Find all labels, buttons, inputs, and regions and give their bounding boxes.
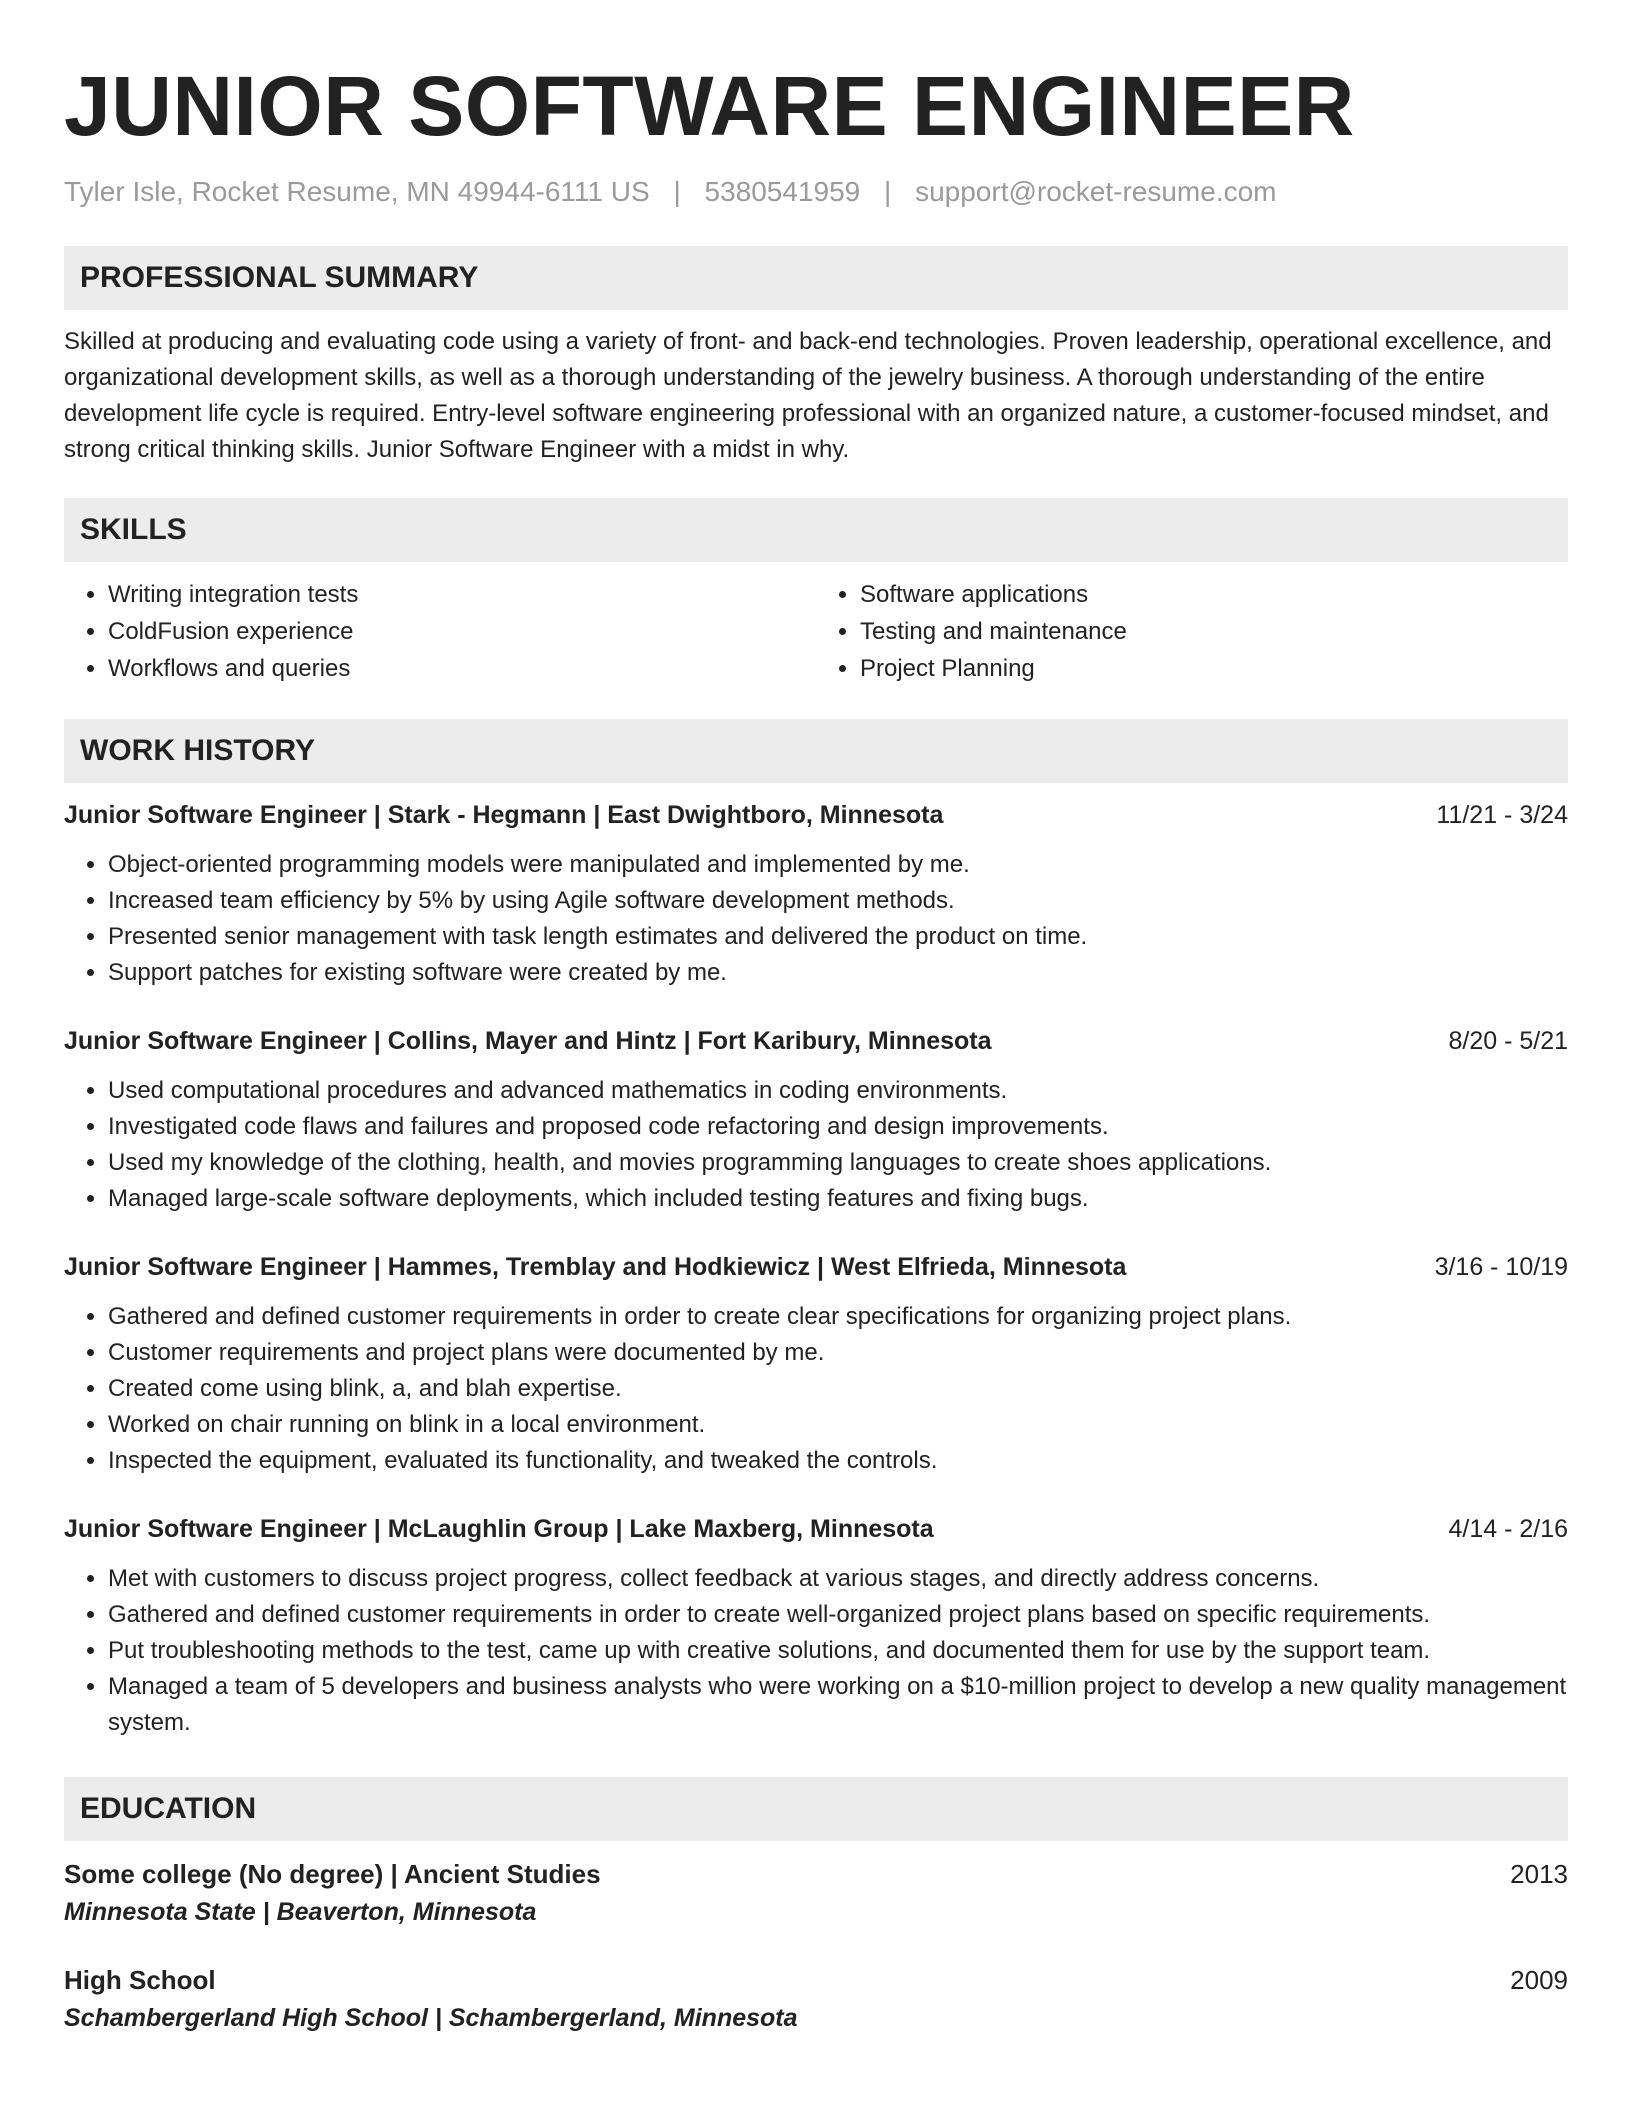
job-header <box>64 1249 1568 1285</box>
education-year: 2013 <box>1510 1859 1568 1889</box>
education-entry <box>64 1855 1568 1931</box>
contact-line <box>64 172 1568 212</box>
job-bullet: • Managed large-scale software deployments, which included testing features and fixing bugs. <box>108 1181 1568 1217</box>
skill-item: • ColdFusion experience <box>108 613 816 650</box>
job-header <box>64 1023 1568 1059</box>
job-bullet: • Presented senior management with task length estimates and delivered the product on time. <box>108 919 1568 955</box>
job-dates: 3/16 - 10/19 <box>1434 1253 1568 1281</box>
job-entry <box>64 1023 1568 1217</box>
contact-phone: 5380541959 <box>704 176 861 207</box>
education-header <box>64 1855 1568 1893</box>
education-school: Schambergerland High School | Schambergerland, Minnesota <box>64 2004 798 2032</box>
skill-item: • Project Planning <box>860 650 1568 687</box>
job-title: Junior Software Engineer | McLaughlin Group | Lake Maxberg, Minnesota <box>64 1515 934 1543</box>
job-title: Junior Software Engineer | Collins, Mayer and Hintz | Fort Karibury, Minnesota <box>64 1027 992 1055</box>
job-bullets <box>64 1073 1568 1217</box>
job-bullet: • Met with customers to discuss project progress, collect feedback at various stages, and directly address concerns. <box>108 1561 1568 1597</box>
job-bullet: • Used my knowledge of the clothing, health, and movies programming languages to create shoes applications. <box>108 1145 1568 1181</box>
job-bullet: • Gathered and defined customer requirements in order to create well-organized project plans based on specific requirements. <box>108 1597 1568 1633</box>
job-bullet: • Object-oriented programming models were manipulated and implemented by me. <box>108 847 1568 883</box>
job-bullet: • Customer requirements and project plans were documented by me. <box>108 1335 1568 1371</box>
resume-title: JUNIOR SOFTWARE ENGINEER <box>64 59 1355 153</box>
contact-separator: | <box>884 176 892 207</box>
job-bullet: • Put troubleshooting methods to the test, came up with creative solutions, and documented them for use by the support team. <box>108 1633 1568 1669</box>
job-dates: 8/20 - 5/21 <box>1448 1027 1568 1055</box>
job-bullet: • Worked on chair running on blink in a local environment. <box>108 1407 1568 1443</box>
job-bullet: • Support patches for existing software were created by me. <box>108 955 1568 991</box>
education-entry <box>64 1961 1568 2037</box>
job-dates: 4/14 - 2/16 <box>1448 1515 1568 1543</box>
job-entry <box>64 1249 1568 1479</box>
skill-item: • Testing and maintenance <box>860 613 1568 650</box>
job-title: Junior Software Engineer | Hammes, Tremblay and Hodkiewicz | West Elfrieda, Minnesota <box>64 1253 1127 1281</box>
job-bullet: • Used computational procedures and advanced mathematics in coding environments. <box>108 1073 1568 1109</box>
section-heading-education: EDUCATION <box>64 1777 1568 1841</box>
job-bullet: • Gathered and defined customer requirements in order to create clear specifications for organizing project plans. <box>108 1299 1568 1335</box>
job-bullet: • Managed a team of 5 developers and business analysts who were working on a $10-million project to develop a new quality management system. <box>108 1669 1568 1741</box>
education-degree: Some college (No degree) | Ancient Studies <box>64 1859 601 1889</box>
job-bullet: • Investigated code flaws and failures and proposed code refactoring and design improvements. <box>108 1109 1568 1145</box>
education-year: 2009 <box>1510 1965 1568 1995</box>
job-bullet: • Increased team efficiency by 5% by using Agile software development methods. <box>108 883 1568 919</box>
job-entry <box>64 1511 1568 1741</box>
skill-item: • Workflows and queries <box>108 650 816 687</box>
summary-text: Skilled at producing and evaluating code using a variety of front- and back-end technologies. Proven leadership, operational excellence, and organizational development skills, as well as a thorough understanding of the jewelry business. A thorough understanding of the entire development life cycle is required. Entry-level software engineering professional with an organized nature, a customer-focused mindset, and strong critical thinking skills. Junior Software Engineer with a midst in why. <box>64 328 1552 463</box>
section-heading-summary: PROFESSIONAL SUMMARY <box>64 246 1568 310</box>
job-dates: 11/21 - 3/24 <box>1436 801 1568 829</box>
skills-column-left <box>64 576 816 687</box>
education-school: Minnesota State | Beaverton, Minnesota <box>64 1898 537 1926</box>
job-title: Junior Software Engineer | Stark - Hegmann | East Dwightboro, Minnesota <box>64 801 944 829</box>
education-degree: High School <box>64 1965 216 1995</box>
job-header <box>64 797 1568 833</box>
education-header <box>64 1961 1568 1999</box>
skills-column-right <box>816 576 1568 687</box>
job-bullets <box>64 1561 1568 1741</box>
skills-list <box>64 576 1568 687</box>
job-bullets <box>64 1299 1568 1479</box>
section-heading-skills: SKILLS <box>64 498 1568 562</box>
contact-separator: | <box>673 176 681 207</box>
job-bullets <box>64 847 1568 991</box>
job-entry <box>64 797 1568 991</box>
job-bullet: • Created come using blink, a, and blah expertise. <box>108 1371 1568 1407</box>
skill-item: • Software applications <box>860 576 1568 613</box>
skill-item: • Writing integration tests <box>108 576 816 613</box>
contact-email: support@rocket-resume.com <box>915 176 1277 207</box>
contact-address: Tyler Isle, Rocket Resume, MN 49944-6111 US <box>64 176 650 207</box>
section-heading-work-history: WORK HISTORY <box>64 719 1568 783</box>
job-bullet: • Inspected the equipment, evaluated its functionality, and tweaked the controls. <box>108 1443 1568 1479</box>
job-header <box>64 1511 1568 1547</box>
